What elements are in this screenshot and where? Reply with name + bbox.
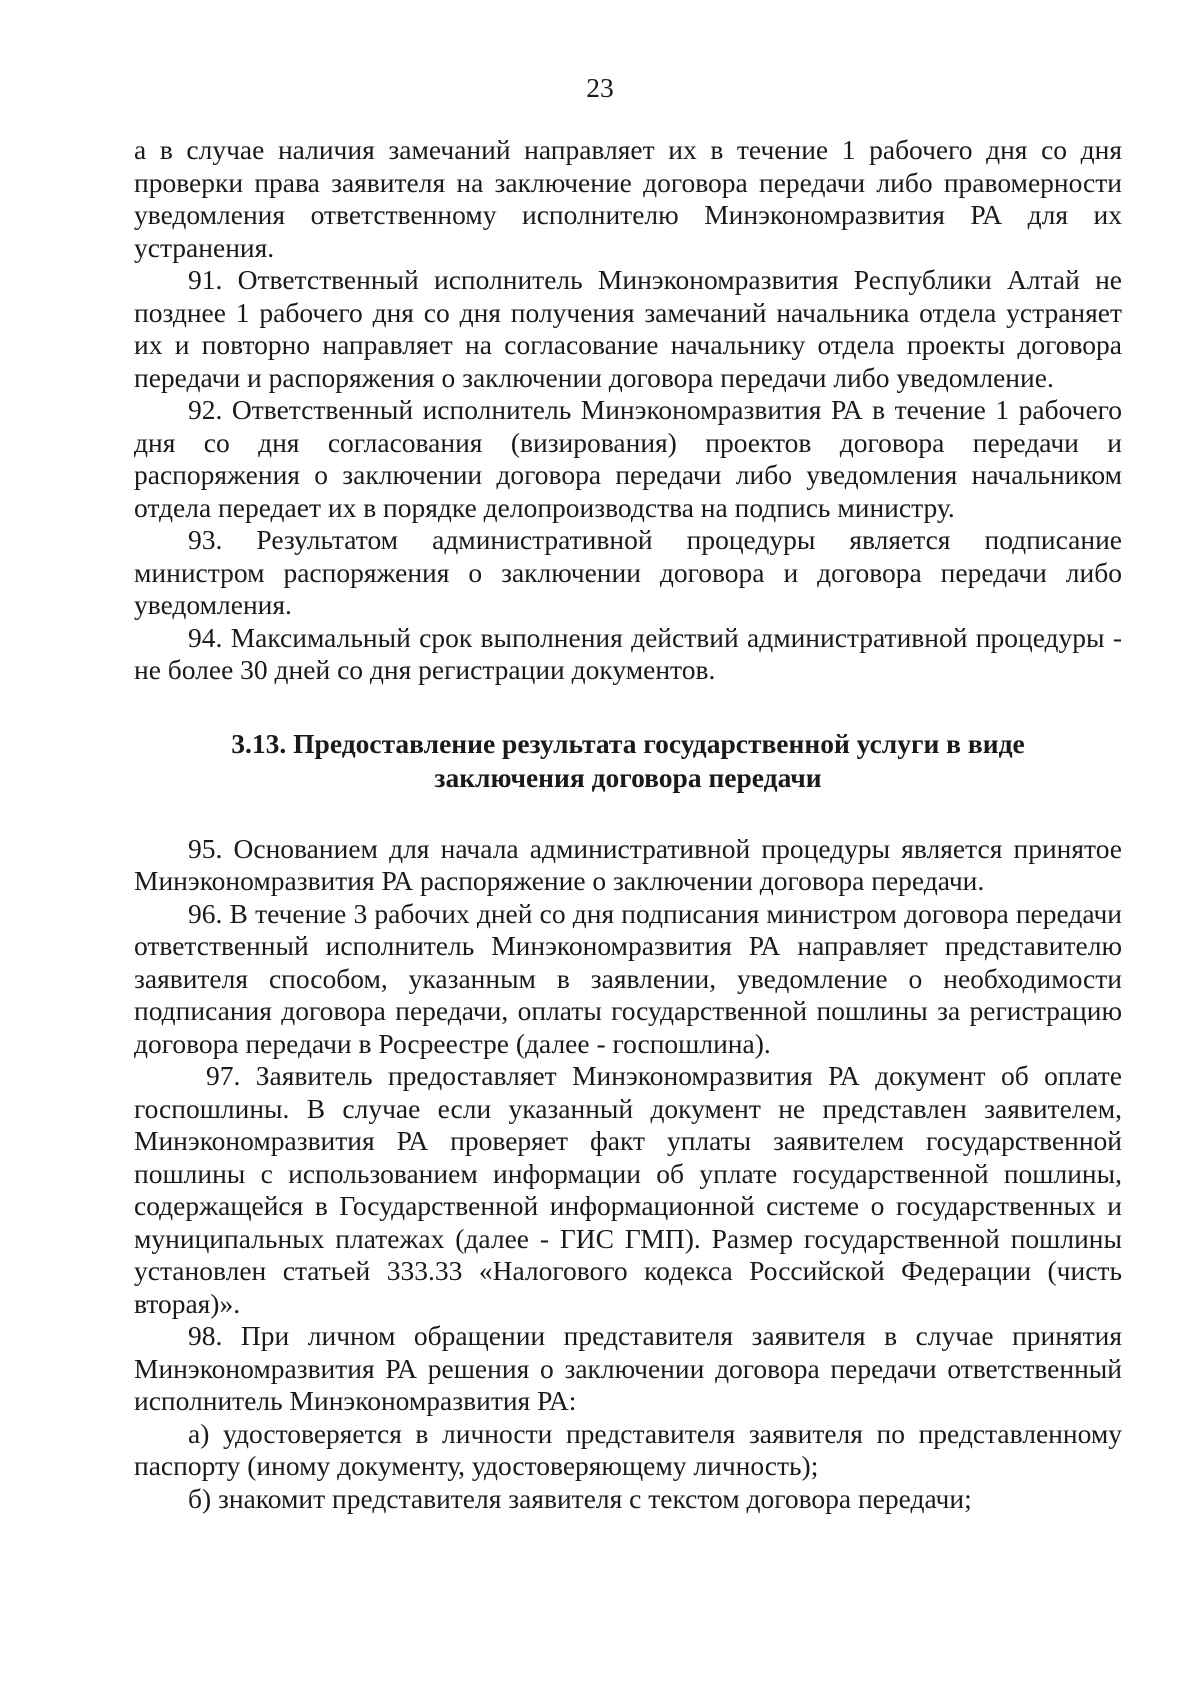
list-item-b: б) знакомит представителя заявителя с текстом договора передачи; (188, 1482, 972, 1514)
paragraph-97: 97. Заявитель предоставляет Минэкономразвития РА документ об оплате госпошлины. В случае если указанный документ не представлен заявителем, Минэкономразвития РА проверяет факт уплаты заявителем государственной пошлины с использованием информации об уплате государственной пошлины, содержащейся в Государственной информационной системе о государственных и муниципальных платежах (далее - ГИС ГМП). Размер государственной пошлины установлен статьей 333.33 «Налогового кодекса Российской Федерации (чисть вторая)». (134, 1060, 1122, 1319)
paragraph-94: 94. Максимальный срок выполнения действий административной процедуры - не более 30 дней со дня регистрации документов. (134, 621, 1122, 685)
paragraph-96: 96. В течение 3 рабочих дней со дня подписания министром договора передачи ответственный исполнитель Минэкономразвития РА направляет представителю заявителя способом, указанным в заявлении, уведомление о необходимости подписания договора передачи, оплаты государственной пошлины за регистрацию договора передачи в Росреестре (далее - госпошлина). (134, 897, 1122, 1059)
paragraph-93: 93. Результатом административной процедуры является подписание министром распоряжения о заключении договора и договора передачи либо уведомления. (134, 524, 1122, 620)
paragraph-98: 98. При личном обращении представителя заявителя в случае принятия Минэкономразвития РА решения о заключении договора передачи ответственный исполнитель Минэкономразвития РА: (134, 1320, 1122, 1416)
paragraph-continuation: а в случае наличия замечаний направляет их в течение 1 рабочего дня со дня проверки права заявителя на заключение договора передачи либо правомерности уведомления ответственному исполнителю Минэкономразвития РА для их устранения. (134, 134, 1122, 263)
section-heading: 3.13. Предоставление результата государственной услуги в виде заключения договора передачи (231, 727, 1025, 793)
paragraph-92: 92. Ответственный исполнитель Минэкономразвития РА в течение 1 рабочего дня со дня согласования (визирования) проектов договора передачи и распоряжения о заключении договора передачи либо уведомления начальником отдела передает их в порядке делопроизводства на подпись министру. (134, 394, 1122, 523)
page-number: 23 (586, 72, 614, 103)
list-item-a: а) удостоверяется в личности представителя заявителя по представленному паспорту (иному документу, удостоверяющему личность); (134, 1417, 1122, 1481)
document-body (134, 134, 1122, 1515)
paragraph-91: 91. Ответственный исполнитель Минэкономразвития Республики Алтай не позднее 1 рабочего дня со дня получения замечаний начальника отдела устраняет их и повторно направляет на согласование начальнику отдела проекты договора передачи и распоряжения о заключении договора передачи либо уведомление. (134, 264, 1122, 393)
paragraph-95: 95. Основанием для начала административной процедуры является принятое Минэкономразвития РА распоряжение о заключении договора передачи. (134, 832, 1122, 896)
